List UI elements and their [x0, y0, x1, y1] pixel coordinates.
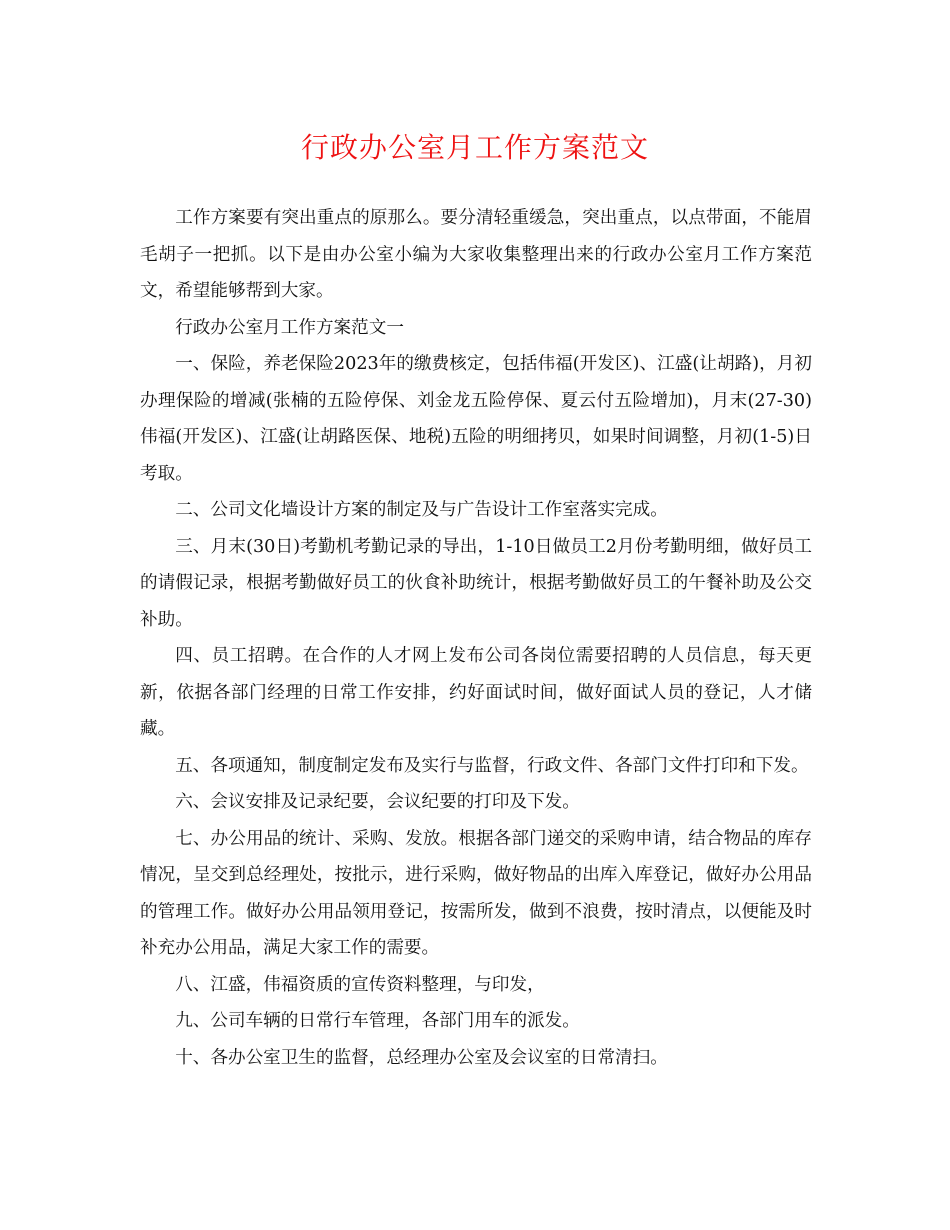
paragraph-item-1: 一、保险，养老保险2023年的缴费核定，包括伟福(开发区)、江盛(让胡路)，月初办理保险的增减(张楠的五险停保、刘金龙五险停保、夏云付五险增加)，月末(27-30)伟福(开发区)、江盛(让胡路医保、地税)五险的明细拷贝，如果时间调整，月初(1-5)日考取。: [140, 354, 812, 484]
paragraph-item-4: 四、员工招聘。在合作的人才网上发布公司各岗位需要招聘的人员信息，每天更新，依据各部门经理的日常工作安排，约好面试时间，做好面试人员的登记，人才储藏。: [140, 646, 812, 739]
paragraph-intro: 工作方案要有突出重点的原那么。要分清轻重缓急，突出重点，以点带面，不能眉毛胡子一把抓。以下是由办公室小编为大家收集整理出来的行政办公室月工作方案范文，希望能够帮到大家。: [140, 208, 812, 301]
paragraph-subheading: 行政办公室月工作方案范文一: [175, 317, 404, 338]
paragraph-item-10: 十、各办公室卫生的监督，总经理办公室及会议室的日常清扫。: [175, 1047, 668, 1068]
paragraph-item-2: 二、公司文化墙设计方案的制定及与广告设计工作室落实完成。: [175, 500, 668, 520]
paragraph-item-7: 七、办公用品的统计、采购、发放。根据各部门递交的采购申请，结合物品的库存情况，呈交到总经理处，按批示，进行采购，做好物品的出库入库登记，做好办公用品的管理工作。做好办公用品领用登记，按需所发，做到不浪费，按时清点，以便能及时补充办公用品，满足大家工作的需要。: [140, 828, 812, 958]
page-title: 行政办公室月工作方案范文: [300, 131, 649, 164]
paragraph-item-5: 五、各项通知，制度制定发布及实行与监督，行政文件、各部门文件打印和下发。: [175, 755, 809, 776]
paragraph-item-3: 三、月末(30日)考勤机考勤记录的导出，1-10日做员工2月份考勤明细，做好员工的请假记录，根据考勤做好员工的伙食补助统计，根据考勤做好员工的午餐补助及公交补助。: [140, 536, 812, 630]
paragraph-item-6: 六、会议安排及记录纪要，会议纪要的打印及下发。: [175, 792, 580, 812]
paragraph-item-9: 九、公司车辆的日常行车管理，各部门用车的派发。: [175, 1011, 580, 1031]
document-body: [140, 200, 812, 1076]
paragraph-item-8: 八、江盛，伟福资质的宣传资料整理，与印发，: [175, 974, 545, 995]
